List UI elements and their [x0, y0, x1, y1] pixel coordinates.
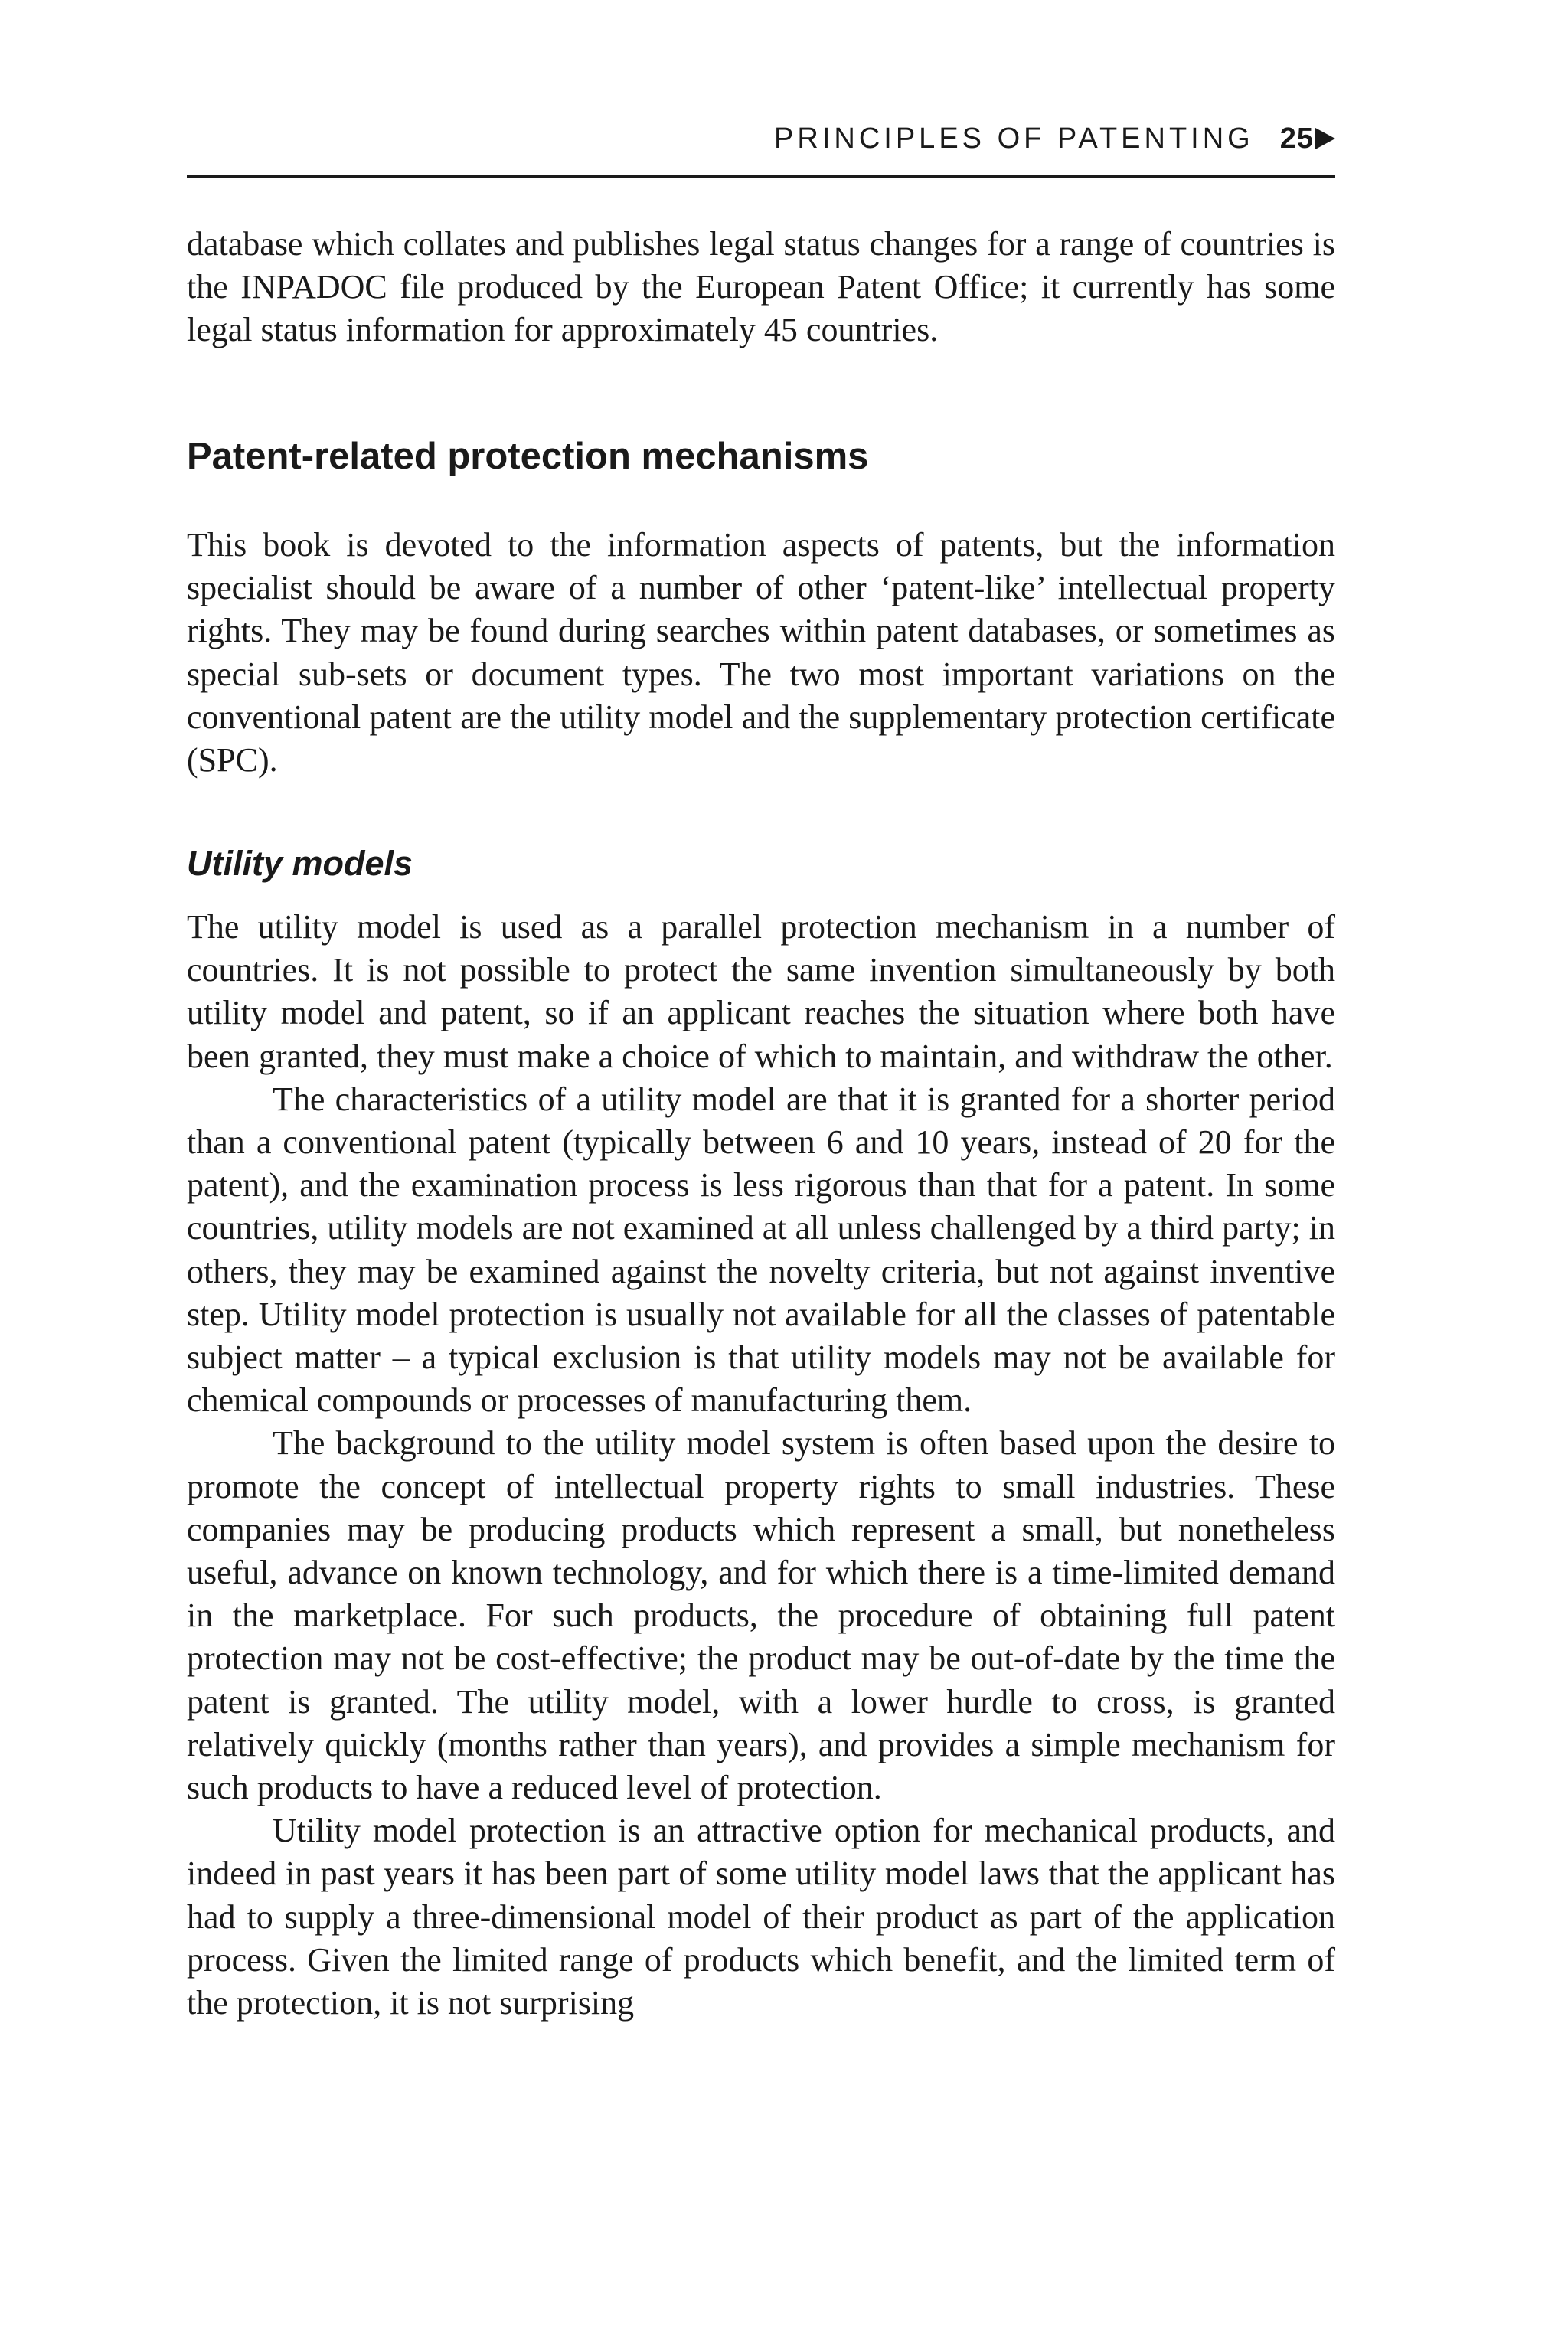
body-paragraph: The utility model is used as a parallel protection mechanism in a number of countries. It is not possible to protect the same invention simultaneously by both utility model and patent, so if an applicant reaches the situation where both have been granted, they must make a choice of which to maintain, and withdraw the other. [187, 908, 1335, 1075]
body-paragraph: The characteristics of a utility model are that it is granted for a shorter period than a conventional patent (typically between 6 and 10 years, instead of 20 for the patent), and the examination process is less rigorous than that for a patent. In some countries, utility models are not examined at all unless challenged by a third party; in others, they may be examined against the novelty criteria, but not against inventive step. Utility model protection is usually not available for all the classes of patentable subject matter – a typical exclusion is that utility models may not be available for chemical compounds or processes of manufacturing them. [187, 1080, 1335, 1420]
header-rule [187, 175, 1335, 178]
running-head [774, 119, 1335, 158]
subsection-body [187, 906, 1335, 2025]
triangle-arrow-icon [1315, 128, 1335, 149]
running-head-title: PRINCIPLES OF PATENTING [774, 122, 1254, 155]
body-paragraph: The background to the utility model system is often based upon the desire to promote the concept of intellectual property rights to small industries. These companies may be producing products which represent a small, but nonetheless useful, advance on known technology, and for which there is a time-limited demand in the marketplace. For such products, the procedure of obtaining full patent protection may not be cost-effective; the product may be out-of-date by the time the patent is granted. The utility model, with a lower hurdle to cross, is granted relatively quickly (months rather than years), and provides a simple mechanism for such products to have a reduced level of protection. [187, 1424, 1335, 1807]
subsection-heading: Utility models [187, 844, 413, 883]
intro-paragraph: database which collates and publishes legal status changes for a range of countries is the INPADOC file produced by the European Patent Office; it currently has some legal status information for approximately 45 countries. [187, 225, 1335, 349]
page-number: 25 [1279, 122, 1314, 155]
section-paragraph: This book is devoted to the information aspects of patents, but the information specialist should be aware of a number of other ‘patent-like’ intellectual property rights. They may be found during searches within patent databases, or sometimes as special sub-sets or document types. The two most important variations on the conventional patent are the utility model and the supplementary protection certificate (SPC). [187, 526, 1335, 780]
section-heading: Patent-related protection mechanisms [187, 436, 869, 477]
body-paragraph: Utility model protection is an attractive option for mechanical products, and indeed in past years it has been part of some utility model laws that the applicant has had to supply a three-dimensional model of their product as part of the application process. Given the limited range of products which benefit, and the limited term of the protection, it is not surprising [187, 1812, 1335, 2022]
